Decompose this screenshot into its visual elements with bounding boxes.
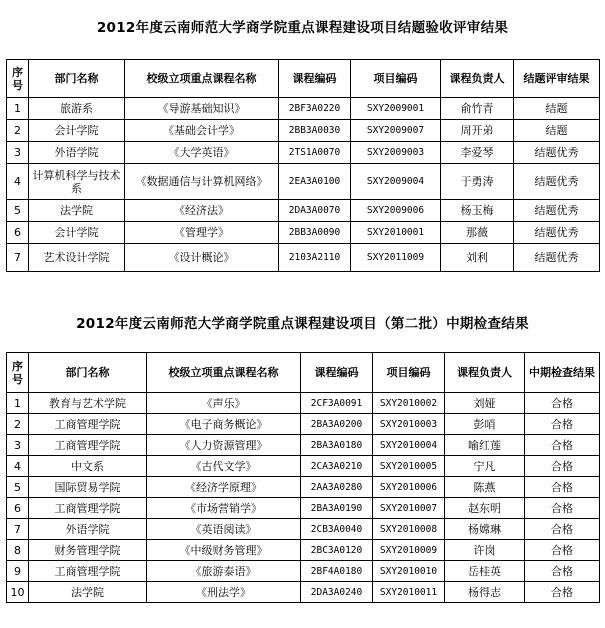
review-result-cell: 结题优秀 bbox=[514, 164, 600, 200]
review-result-cell: 结题优秀 bbox=[514, 142, 600, 164]
table-row bbox=[7, 582, 600, 603]
project-code-cell: SXY2009004 bbox=[351, 164, 441, 200]
table-row bbox=[7, 519, 600, 540]
column-header: 序号 bbox=[7, 60, 29, 98]
course-leader-cell: 杨玉梅 bbox=[441, 200, 514, 222]
course-code-cell: 2BA3A0190 bbox=[301, 498, 373, 519]
course-name-cell: 《声乐》 bbox=[147, 393, 301, 414]
course-leader-cell: 于勇涛 bbox=[441, 164, 514, 200]
review-result-cell: 合格 bbox=[525, 477, 600, 498]
table-row bbox=[7, 200, 600, 222]
review-result-cell: 合格 bbox=[525, 561, 600, 582]
table-row bbox=[7, 477, 600, 498]
course-code-cell: 2BB3A0090 bbox=[279, 222, 351, 244]
table-row bbox=[7, 414, 600, 435]
course-leader-cell: 刘娅 bbox=[445, 393, 525, 414]
row-number-cell: 7 bbox=[7, 244, 29, 272]
course-name-cell: 《英语阅读》 bbox=[147, 519, 301, 540]
course-leader-cell: 那薇 bbox=[441, 222, 514, 244]
course-name-cell: 《基础会计学》 bbox=[125, 120, 279, 142]
row-number-cell: 4 bbox=[7, 164, 29, 200]
course-code-cell: 2DA3A0070 bbox=[279, 200, 351, 222]
course-code-cell: 2AA3A0280 bbox=[301, 477, 373, 498]
course-code-cell: 2TS1A0070 bbox=[279, 142, 351, 164]
project-code-cell: SXY2009006 bbox=[351, 200, 441, 222]
course-name-cell: 《旅游泰语》 bbox=[147, 561, 301, 582]
course-name-cell: 《设计概论》 bbox=[125, 244, 279, 272]
review-result-cell: 合格 bbox=[525, 519, 600, 540]
acceptance-results-table bbox=[6, 59, 600, 272]
course-leader-cell: 彭哨 bbox=[445, 414, 525, 435]
row-number-cell: 6 bbox=[7, 222, 29, 244]
row-number-cell: 3 bbox=[7, 142, 29, 164]
row-number-cell: 1 bbox=[7, 393, 29, 414]
course-leader-cell: 许岗 bbox=[445, 540, 525, 561]
column-header: 课程编码 bbox=[301, 353, 373, 393]
project-code-cell: SXY2009001 bbox=[351, 98, 441, 120]
course-code-cell: 2BB3A0030 bbox=[279, 120, 351, 142]
course-name-cell: 《导游基础知识》 bbox=[125, 98, 279, 120]
project-code-cell: SXY2009003 bbox=[351, 142, 441, 164]
row-number-cell: 2 bbox=[7, 414, 29, 435]
course-leader-cell: 赵东明 bbox=[445, 498, 525, 519]
midterm-results-table bbox=[6, 352, 600, 603]
department-name-cell: 艺术设计学院 bbox=[29, 244, 125, 272]
course-code-cell: 2BA3A0180 bbox=[301, 435, 373, 456]
course-code-cell: 2CF3A0091 bbox=[301, 393, 373, 414]
course-leader-cell: 岳桂英 bbox=[445, 561, 525, 582]
review-result-cell: 结题优秀 bbox=[514, 244, 600, 272]
course-leader-cell: 周开弟 bbox=[441, 120, 514, 142]
department-name-cell: 中文系 bbox=[29, 456, 147, 477]
course-code-cell: 2BC3A0120 bbox=[301, 540, 373, 561]
project-code-cell: SXY2010011 bbox=[373, 582, 445, 603]
course-leader-cell: 杨嫦琳 bbox=[445, 519, 525, 540]
course-name-cell: 《数据通信与计算机网络》 bbox=[125, 164, 279, 200]
project-code-cell: SXY2010003 bbox=[373, 414, 445, 435]
review-result-cell: 合格 bbox=[525, 582, 600, 603]
project-code-cell: SXY2010005 bbox=[373, 456, 445, 477]
course-code-cell: 2CB3A0040 bbox=[301, 519, 373, 540]
course-name-cell: 《经济法》 bbox=[125, 200, 279, 222]
table-header-row bbox=[7, 60, 600, 98]
column-header: 部门名称 bbox=[29, 353, 147, 393]
review-result-cell: 合格 bbox=[525, 435, 600, 456]
course-code-cell: 2BF4A0180 bbox=[301, 561, 373, 582]
review-result-cell: 合格 bbox=[525, 414, 600, 435]
department-name-cell: 法学院 bbox=[29, 582, 147, 603]
row-number-cell: 6 bbox=[7, 498, 29, 519]
column-header: 课程编码 bbox=[279, 60, 351, 98]
column-header: 课程负责人 bbox=[441, 60, 514, 98]
row-number-cell: 8 bbox=[7, 540, 29, 561]
project-code-cell: SXY2010007 bbox=[373, 498, 445, 519]
review-result-cell: 结题优秀 bbox=[514, 200, 600, 222]
course-leader-cell: 宁凡 bbox=[445, 456, 525, 477]
course-leader-cell: 刘利 bbox=[441, 244, 514, 272]
row-number-cell: 5 bbox=[7, 200, 29, 222]
course-name-cell: 《古代文学》 bbox=[147, 456, 301, 477]
table-row bbox=[7, 540, 600, 561]
column-header: 序号 bbox=[7, 353, 29, 393]
department-name-cell: 外语学院 bbox=[29, 142, 125, 164]
review-result-cell: 合格 bbox=[525, 498, 600, 519]
course-code-cell: 2DA3A0240 bbox=[301, 582, 373, 603]
column-header: 校级立项重点课程名称 bbox=[125, 60, 279, 98]
course-name-cell: 《经济学原理》 bbox=[147, 477, 301, 498]
project-code-cell: SXY2011009 bbox=[351, 244, 441, 272]
table-row bbox=[7, 393, 600, 414]
course-name-cell: 《人力资源管理》 bbox=[147, 435, 301, 456]
table-row bbox=[7, 142, 600, 164]
table-row bbox=[7, 456, 600, 477]
column-header: 结题评审结果 bbox=[514, 60, 600, 98]
midterm-title: 2012年度云南师范大学商学院重点课程建设项目（第二批）中期检查结果 bbox=[76, 316, 529, 332]
project-code-cell: SXY2010010 bbox=[373, 561, 445, 582]
course-code-cell: 2CA3A0210 bbox=[301, 456, 373, 477]
project-code-cell: SXY2010008 bbox=[373, 519, 445, 540]
row-number-cell: 10 bbox=[7, 582, 29, 603]
row-number-cell: 7 bbox=[7, 519, 29, 540]
row-number-cell: 2 bbox=[7, 120, 29, 142]
row-number-cell: 5 bbox=[7, 477, 29, 498]
course-name-cell: 《市场营销学》 bbox=[147, 498, 301, 519]
course-code-cell: 2103A2110 bbox=[279, 244, 351, 272]
course-leader-cell: 陈燕 bbox=[445, 477, 525, 498]
column-header: 课程负责人 bbox=[445, 353, 525, 393]
course-name-cell: 《中级财务管理》 bbox=[147, 540, 301, 561]
department-name-cell: 工商管理学院 bbox=[29, 561, 147, 582]
project-code-cell: SXY2010004 bbox=[373, 435, 445, 456]
review-result-cell: 合格 bbox=[525, 393, 600, 414]
column-header: 中期检查结果 bbox=[525, 353, 600, 393]
table-row bbox=[7, 222, 600, 244]
course-leader-cell: 李爱琴 bbox=[441, 142, 514, 164]
column-header: 项目编码 bbox=[351, 60, 441, 98]
column-header: 项目编码 bbox=[373, 353, 445, 393]
row-number-cell: 1 bbox=[7, 98, 29, 120]
department-name-cell: 法学院 bbox=[29, 200, 125, 222]
table-row bbox=[7, 164, 600, 200]
review-result-cell: 结题 bbox=[514, 120, 600, 142]
row-number-cell: 3 bbox=[7, 435, 29, 456]
course-name-cell: 《电子商务概论》 bbox=[147, 414, 301, 435]
department-name-cell: 工商管理学院 bbox=[29, 414, 147, 435]
department-name-cell: 国际贸易学院 bbox=[29, 477, 147, 498]
course-leader-cell: 俞竹青 bbox=[441, 98, 514, 120]
column-header: 校级立项重点课程名称 bbox=[147, 353, 301, 393]
project-code-cell: SXY2009007 bbox=[351, 120, 441, 142]
project-code-cell: SXY2010006 bbox=[373, 477, 445, 498]
table-row bbox=[7, 244, 600, 272]
review-result-cell: 合格 bbox=[525, 540, 600, 561]
department-name-cell: 会计学院 bbox=[29, 120, 125, 142]
project-code-cell: SXY2010009 bbox=[373, 540, 445, 561]
course-leader-cell: 杨得志 bbox=[445, 582, 525, 603]
department-name-cell: 工商管理学院 bbox=[29, 498, 147, 519]
table-row bbox=[7, 498, 600, 519]
review-result-cell: 结题 bbox=[514, 98, 600, 120]
review-result-cell: 合格 bbox=[525, 456, 600, 477]
course-name-cell: 《大学英语》 bbox=[125, 142, 279, 164]
project-code-cell: SXY2010002 bbox=[373, 393, 445, 414]
row-number-cell: 4 bbox=[7, 456, 29, 477]
course-code-cell: 2BF3A0220 bbox=[279, 98, 351, 120]
department-name-cell: 外语学院 bbox=[29, 519, 147, 540]
course-code-cell: 2BA3A0200 bbox=[301, 414, 373, 435]
course-leader-cell: 喻红莲 bbox=[445, 435, 525, 456]
results-title: 2012年度云南师范大学商学院重点课程建设项目结题验收评审结果 bbox=[96, 20, 509, 36]
course-name-cell: 《管理学》 bbox=[125, 222, 279, 244]
department-name-cell: 会计学院 bbox=[29, 222, 125, 244]
column-header: 部门名称 bbox=[29, 60, 125, 98]
table-row bbox=[7, 561, 600, 582]
table-row bbox=[7, 120, 600, 142]
project-code-cell: SXY2010001 bbox=[351, 222, 441, 244]
review-result-cell: 结题优秀 bbox=[514, 222, 600, 244]
course-name-cell: 《刑法学》 bbox=[147, 582, 301, 603]
table-row bbox=[7, 98, 600, 120]
table-header-row bbox=[7, 353, 600, 393]
row-number-cell: 9 bbox=[7, 561, 29, 582]
department-name-cell: 教育与艺术学院 bbox=[29, 393, 147, 414]
department-name-cell: 工商管理学院 bbox=[29, 435, 147, 456]
department-name-cell: 财务管理学院 bbox=[29, 540, 147, 561]
course-code-cell: 2EA3A0100 bbox=[279, 164, 351, 200]
department-name-cell: 计算机科学与技术系 bbox=[29, 164, 125, 200]
department-name-cell: 旅游系 bbox=[29, 98, 125, 120]
table-row bbox=[7, 435, 600, 456]
